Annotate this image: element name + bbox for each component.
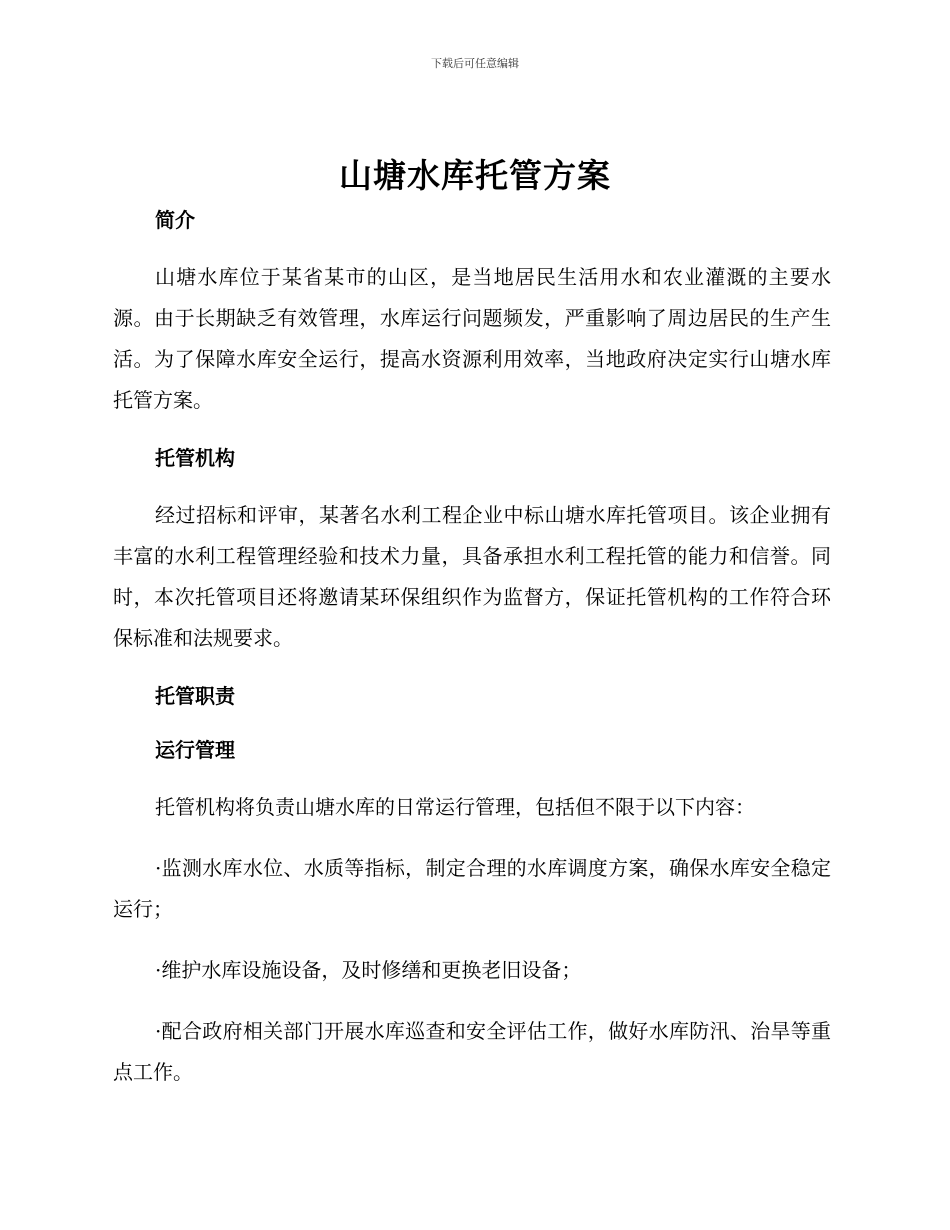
subsection-heading-operation: 运行管理 [155,738,235,762]
bullet-item: ·配合政府相关部门开展水库巡查和安全评估工作，做好水库防汛、治旱等重点工作。 [113,1019,831,1084]
paragraph-agency: 经过招标和评审，某著名水利工程企业中标山塘水库托管项目。该企业拥有丰富的水利工程管理经验和技术力量，具备承担水利工程托管的能力和信誉。同时，本次托管项目还将邀请某环保组织作为监督方，保证托管机构的工作符合环保标准和法规要求。 [113,503,831,650]
paragraph-intro: 山塘水库位于某省某市的山区，是当地居民生活用水和农业灌溉的主要水源。由于长期缺乏有效管理，水库运行问题频发，严重影响了周边居民的生产生活。为了保障水库安全运行，提高水资源利用效率，当地政府决定实行山塘水库托管方案。 [113,265,831,412]
bullet-item: ·维护水库设施设备，及时修缮和更换老旧设备； [155,958,582,982]
section-heading-intro: 简介 [155,208,195,232]
paragraph-operation-intro: 托管机构将负责山塘水库的日常运行管理，包括但不限于以下内容： [155,795,755,819]
section-heading-agency: 托管机构 [155,446,235,470]
section-heading-duties: 托管职责 [155,684,235,708]
bullet-item: ·监测水库水位、水质等指标，制定合理的水库调度方案，确保水库安全稳定运行； [113,856,831,921]
document-body [113,203,831,1093]
page-header-note: 下载后可任意编辑 [431,57,519,70]
document-title: 山塘水库托管方案 [339,156,611,195]
